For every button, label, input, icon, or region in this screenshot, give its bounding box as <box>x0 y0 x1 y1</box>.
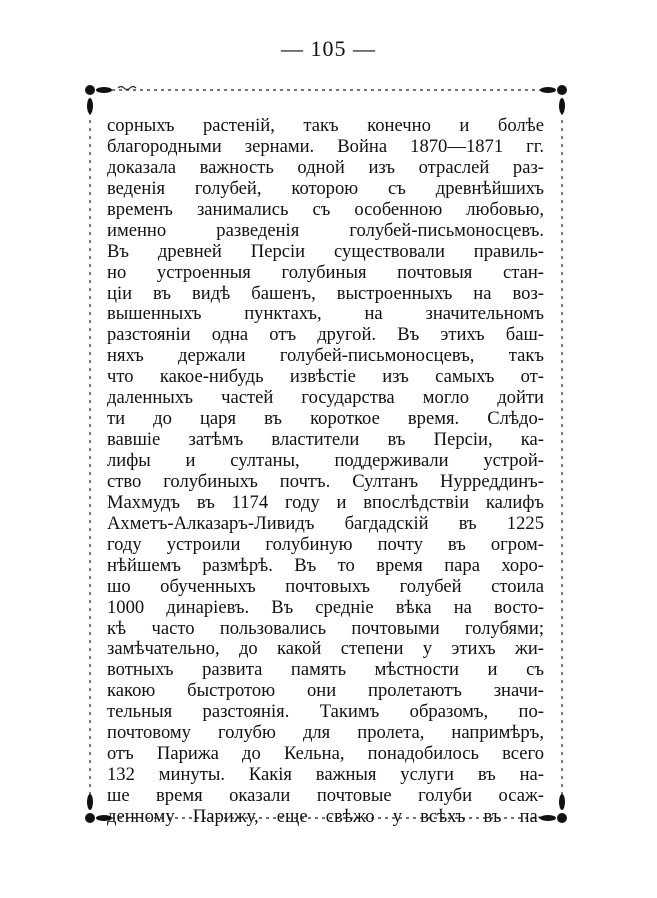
text-line: шо обученныхъ почтовыхъ голубей стоила <box>107 575 544 597</box>
text-line: вавшіе затѣмъ властители въ Персіи, ка- <box>107 429 544 451</box>
text-line: разстояніи одна отъ другой. Въ этихъ баш- <box>107 324 544 346</box>
text-line: 1000 динаріевъ. Въ средніе вѣка на восто- <box>107 596 544 618</box>
text-line: даленныхъ частей государства могло дойти <box>107 387 544 409</box>
text-line: временъ занимались съ особенною любовью, <box>107 198 544 220</box>
text-line: Махмудъ въ 1174 году и впослѣдствіи калифъ <box>107 491 544 513</box>
text-line: вышенныхъ пунктахъ, на значительномъ <box>107 303 544 325</box>
text-line: нѣйшемъ размѣрѣ. Въ то время пара хоро- <box>107 554 544 576</box>
text-line: ство голубиныхъ почтъ. Султанъ Нурреддинъ- <box>107 470 544 492</box>
text-line: какою быстротою они пролетаютъ значи- <box>107 680 544 702</box>
text-line: но устроенныя голубиныя почтовыя стан- <box>107 261 544 283</box>
page-body-text <box>107 116 544 828</box>
text-line: Ахметъ-Алказаръ-Ливидъ багдадскій въ 1225 <box>107 512 544 534</box>
text-line: веденія голубей, которою съ древнѣйшихъ <box>107 177 544 199</box>
text-line: ше время оказали почтовые голуби осаж- <box>107 785 544 806</box>
text-line: лифы и султаны, поддерживали устрой- <box>107 450 544 471</box>
text-line: ти до царя въ короткое время. Слѣдо- <box>107 408 544 430</box>
text-line: Въ древней Персіи существовали правиль- <box>107 240 544 262</box>
text-line: сорныхъ растеній, такъ конечно и болѣе <box>107 115 544 136</box>
page-number: — 105 — <box>281 36 376 61</box>
text-line: вотныхъ развита память мѣстности и съ <box>107 659 544 681</box>
text-line: году устроили голубиную почту въ огром- <box>107 533 544 555</box>
text-line: ціи въ видѣ башенъ, выстроенныхъ на воз- <box>107 282 544 304</box>
text-line: что какое-нибудь извѣстіе изъ самыхъ от- <box>107 366 544 388</box>
text-line: няхъ держали голубей-письмоносцевъ, такъ <box>107 345 544 367</box>
text-line: 132 минуты. Какія важныя услуги въ на- <box>107 764 544 786</box>
text-line: именно разведенія голубей-письмоносцевъ. <box>107 219 544 241</box>
text-line: благородными зернами. Война 1870—1871 гг. <box>107 135 544 157</box>
text-line: почтовому голубю для пролета, напримѣръ, <box>107 722 544 744</box>
text-line: денному Парижу, еще свѣжо у всѣхъ въ па- <box>107 805 544 827</box>
text-line: замѣчательно, до какой степени у этихъ жи- <box>107 638 544 660</box>
text-line: доказала важность одной изъ отраслей раз- <box>107 156 544 178</box>
text-line: тельныя разстоянія. Такимъ образомъ, по- <box>107 701 544 723</box>
text-line: отъ Парижа до Кельна, понадобилось всего <box>107 743 544 765</box>
text-line: кѣ часто пользовались почтовыми голубями; <box>107 617 544 639</box>
